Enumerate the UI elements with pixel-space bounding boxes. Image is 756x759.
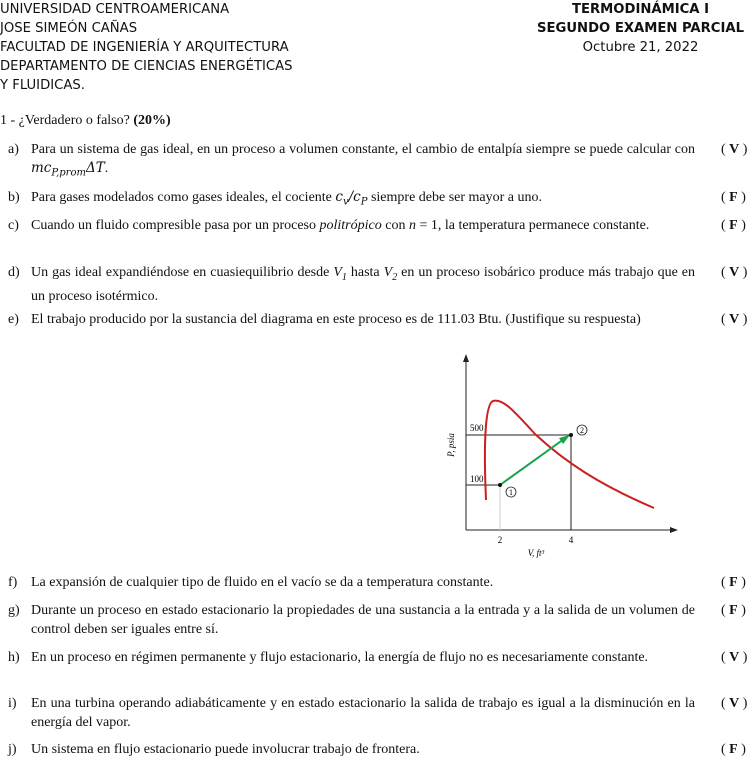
state-1-label: 1 xyxy=(509,488,513,497)
item-text: Un gas ideal expandiéndose en cuasiequilibrio desde $V_1$ hasta $V_2$ en un proceso isobárico produce más trabajo que en un proceso isotérmico. xyxy=(31,265,696,304)
answer-mark: ( V ) xyxy=(721,265,748,280)
item-label: j) xyxy=(8,742,17,757)
pv-diagram xyxy=(440,350,680,565)
x-tick-4: 4 xyxy=(568,535,574,545)
item-label: i) xyxy=(8,696,17,711)
item-label: g) xyxy=(8,603,20,618)
item-text: Durante un proceso en estado estacionario la propiedades de una sustancia a la entrada y a la salida de un volumen de control deben ser iguales entre sí. xyxy=(31,603,695,637)
item-text: En una turbina operando adiabáticamente y en estado estacionario la salida de trabajo es igual a la disminución en la energía del vapor. xyxy=(31,696,695,730)
exam-header xyxy=(537,0,744,57)
exam-title: SEGUNDO EXAMEN PARCIAL xyxy=(537,21,744,36)
answer-mark: ( F ) xyxy=(721,575,746,590)
header-line-2: JOSE SIMEÓN CAÑAS xyxy=(0,21,138,36)
item-label: f) xyxy=(8,575,18,590)
state-2-point xyxy=(569,433,573,437)
item-text: La expansión de cualquier tipo de fluido en el vacío se da a temperatura constante. xyxy=(31,575,494,590)
item-text: Para gases modelados como gases ideales, el cociente $c_v/c_P$ siempre debe ser mayor a uno. xyxy=(31,189,543,208)
question-points: (20%) xyxy=(133,113,171,128)
answer-mark: ( F ) xyxy=(721,190,746,205)
process-line xyxy=(500,439,564,485)
y-tick-100: 100 xyxy=(470,474,484,484)
item-text: Un sistema en flujo estacionario puede involucrar trabajo de frontera. xyxy=(31,742,420,757)
math-expression: $c_v/c_P$ xyxy=(335,189,368,208)
exam-date: Octubre 21, 2022 xyxy=(582,40,699,55)
item-label: b) xyxy=(8,190,20,205)
y-tick-500: 500 xyxy=(470,423,484,433)
question-title-text: 1 - ¿Verdadero o falso? xyxy=(0,113,134,128)
item-text: Cuando un fluido compresible pasa por un proceso politrópico con n = 1, la temperatura permanece constante. xyxy=(31,218,650,233)
answer-mark: ( V ) xyxy=(721,650,748,665)
math-expression: $mc_{P,prom}\Delta T$ xyxy=(31,160,105,179)
answer-mark: ( F ) xyxy=(721,742,746,757)
header-line-5: Y FLUIDICAS. xyxy=(0,78,85,93)
item-label: h) xyxy=(8,650,20,665)
answer-mark: ( V ) xyxy=(721,312,748,327)
item-label: e) xyxy=(8,312,19,327)
x-tick-2: 2 xyxy=(497,535,503,545)
item-text: El trabajo producido por la sustancia del diagrama en este proceso es de 111.03 Btu. (Justifique su respuesta) xyxy=(31,312,641,327)
question-title xyxy=(0,113,171,129)
y-axis-arrow xyxy=(463,354,469,362)
x-axis-arrow xyxy=(670,527,678,533)
answer-mark: ( V ) xyxy=(721,142,748,157)
header-line-1: UNIVERSIDAD CENTROAMERICANA xyxy=(0,2,230,17)
institution-header xyxy=(0,0,293,95)
header-line-4: DEPARTAMENTO DE CIENCIAS ENERGÉTICAS xyxy=(0,59,293,74)
item-text: En un proceso en régimen permanente y flujo estacionario, la energía de flujo no es necesariamente constante. xyxy=(31,650,649,665)
state-2-label: 2 xyxy=(580,426,584,435)
answer-mark: ( F ) xyxy=(721,218,746,233)
item-text: Para un sistema de gas ideal, en un proceso a volumen constante, el cambio de entalpía siempre se puede calcular con $mc_{P,prom}\Delta T$. xyxy=(31,142,695,179)
item-label: a) xyxy=(8,142,19,157)
answer-mark: ( F ) xyxy=(721,603,746,618)
state-1-point xyxy=(498,483,502,487)
y-axis-label: P, psia xyxy=(446,433,456,457)
answer-mark: ( V ) xyxy=(721,696,748,711)
course-title: TERMODINÁMICA I xyxy=(572,2,710,17)
item-label: d) xyxy=(8,265,20,280)
item-label: c) xyxy=(8,218,19,233)
header-line-3: FACULTAD DE INGENIERÍA Y ARQUITECTURA xyxy=(0,40,289,55)
process-arrowhead xyxy=(559,435,570,444)
x-axis-label: V, ft³ xyxy=(527,548,545,558)
